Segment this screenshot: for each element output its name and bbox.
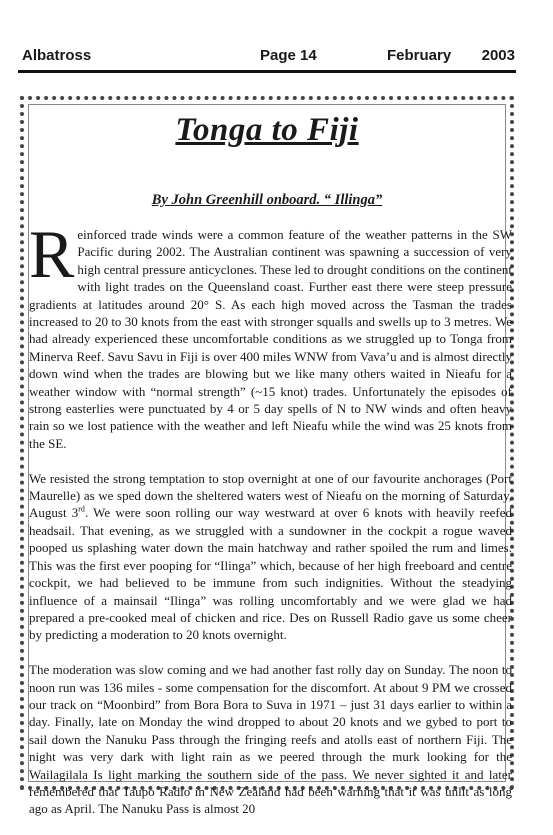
article-byline: By John Greenhill onboard. “ Illinga”: [151, 192, 383, 208]
header-rule: [18, 70, 516, 73]
paragraph-1: [29, 216, 512, 452]
paragraph-1-text: einforced trade winds were a common feature of the weather patterns in the SW Pacific during 2002. The Australian continent was spawning a succession of very high central pressure anticyclones. These led to drought conditions on the continent with light trades on the Queensland coast. Further east there were steep pressure gradients at latitudes around 20° S. As each high moved across the Tasman the trades increased to 20 to 30 knots from the east with stronger squalls and swells up to 3 metres. We had already experienced these uncomfortable conditions as we struggled up to Tonga from Minerva Reef. Savu Savu in Fiji is over 400 miles WNW from Vava’u and is almost directly down wind when the trades are blowing but we like many others waited in Nieafu for a weather window with “normal strength” (~15 knot) trades. Unfortunately the episodes of strong easterlies were punctuated by 4 or 5 day spells of N to NW winds and often heavy rain so we lost patience with the weather and left Nieafu while the wind was 25 knots from the SE.: [29, 227, 512, 451]
issue-month: February: [387, 47, 452, 64]
drop-cap: R: [29, 216, 75, 292]
page-header: [22, 44, 515, 70]
page-number: Page 14: [260, 47, 317, 64]
paragraph-2: [29, 470, 512, 644]
publication-name: Albatross: [22, 47, 92, 64]
paragraph-2-text-b: . We were soon rolling our way westward at over 6 knots with heavily reefed headsail. That evening, as we struggled with a sundowner in the cockpit a rogue waved pooped us splashing water down the main hatchway and rather spoiled the rum and limes. This was the first ever pooping for “Ilinga” which, because of her high freeboard and centre cockpit, we had believed to be immune from such indignities. Without the steadying influence of a mainsail “Ilinga” was rolling uncomfortably and we were glad we had prepared a pre-cooked meal of chicken and rice. Des on Russell Radio gave us some cheer by predicting a moderation to 20 knots overnight.: [29, 505, 513, 643]
issue-year: 2003: [481, 47, 515, 64]
ordinal-suffix: rd: [78, 505, 85, 515]
paragraph-3: The moderation was slow coming and we had another fast rolly day on Sunday. The noon to noon run was 136 miles - some compensation for the discomfort. At about 9 PM we crossed our track on “Moonbird” from Bora Bora to Suva in 1971 – just 31 days earlier to within a day. Finally, late on Monday the wind dropped to about 20 knots and we gybed to port to sail down the Nanuku Pass through the fringing reefs and atolls east of northern Fiji. The night was very dark with light rain as we peered through the murk looking for the Wailagilala Is light marking the southern side of the pass. We never sighted it and later remembered that Taupo Radio in New Zealand had been warning that it was unlit as long ago as April. The Nanuku Pass is almost 20: [29, 662, 512, 817]
article-body: [29, 216, 513, 835]
article-title: Tonga to Fiji: [175, 112, 359, 148]
paragraph-2-text-a: We resisted the strong temptation to stop overnight at one of our favourite anchorages (Port Maurelle) as we sped down the sheltered waters west of Nieafu on the morning of Saturday, August 3: [29, 470, 512, 521]
